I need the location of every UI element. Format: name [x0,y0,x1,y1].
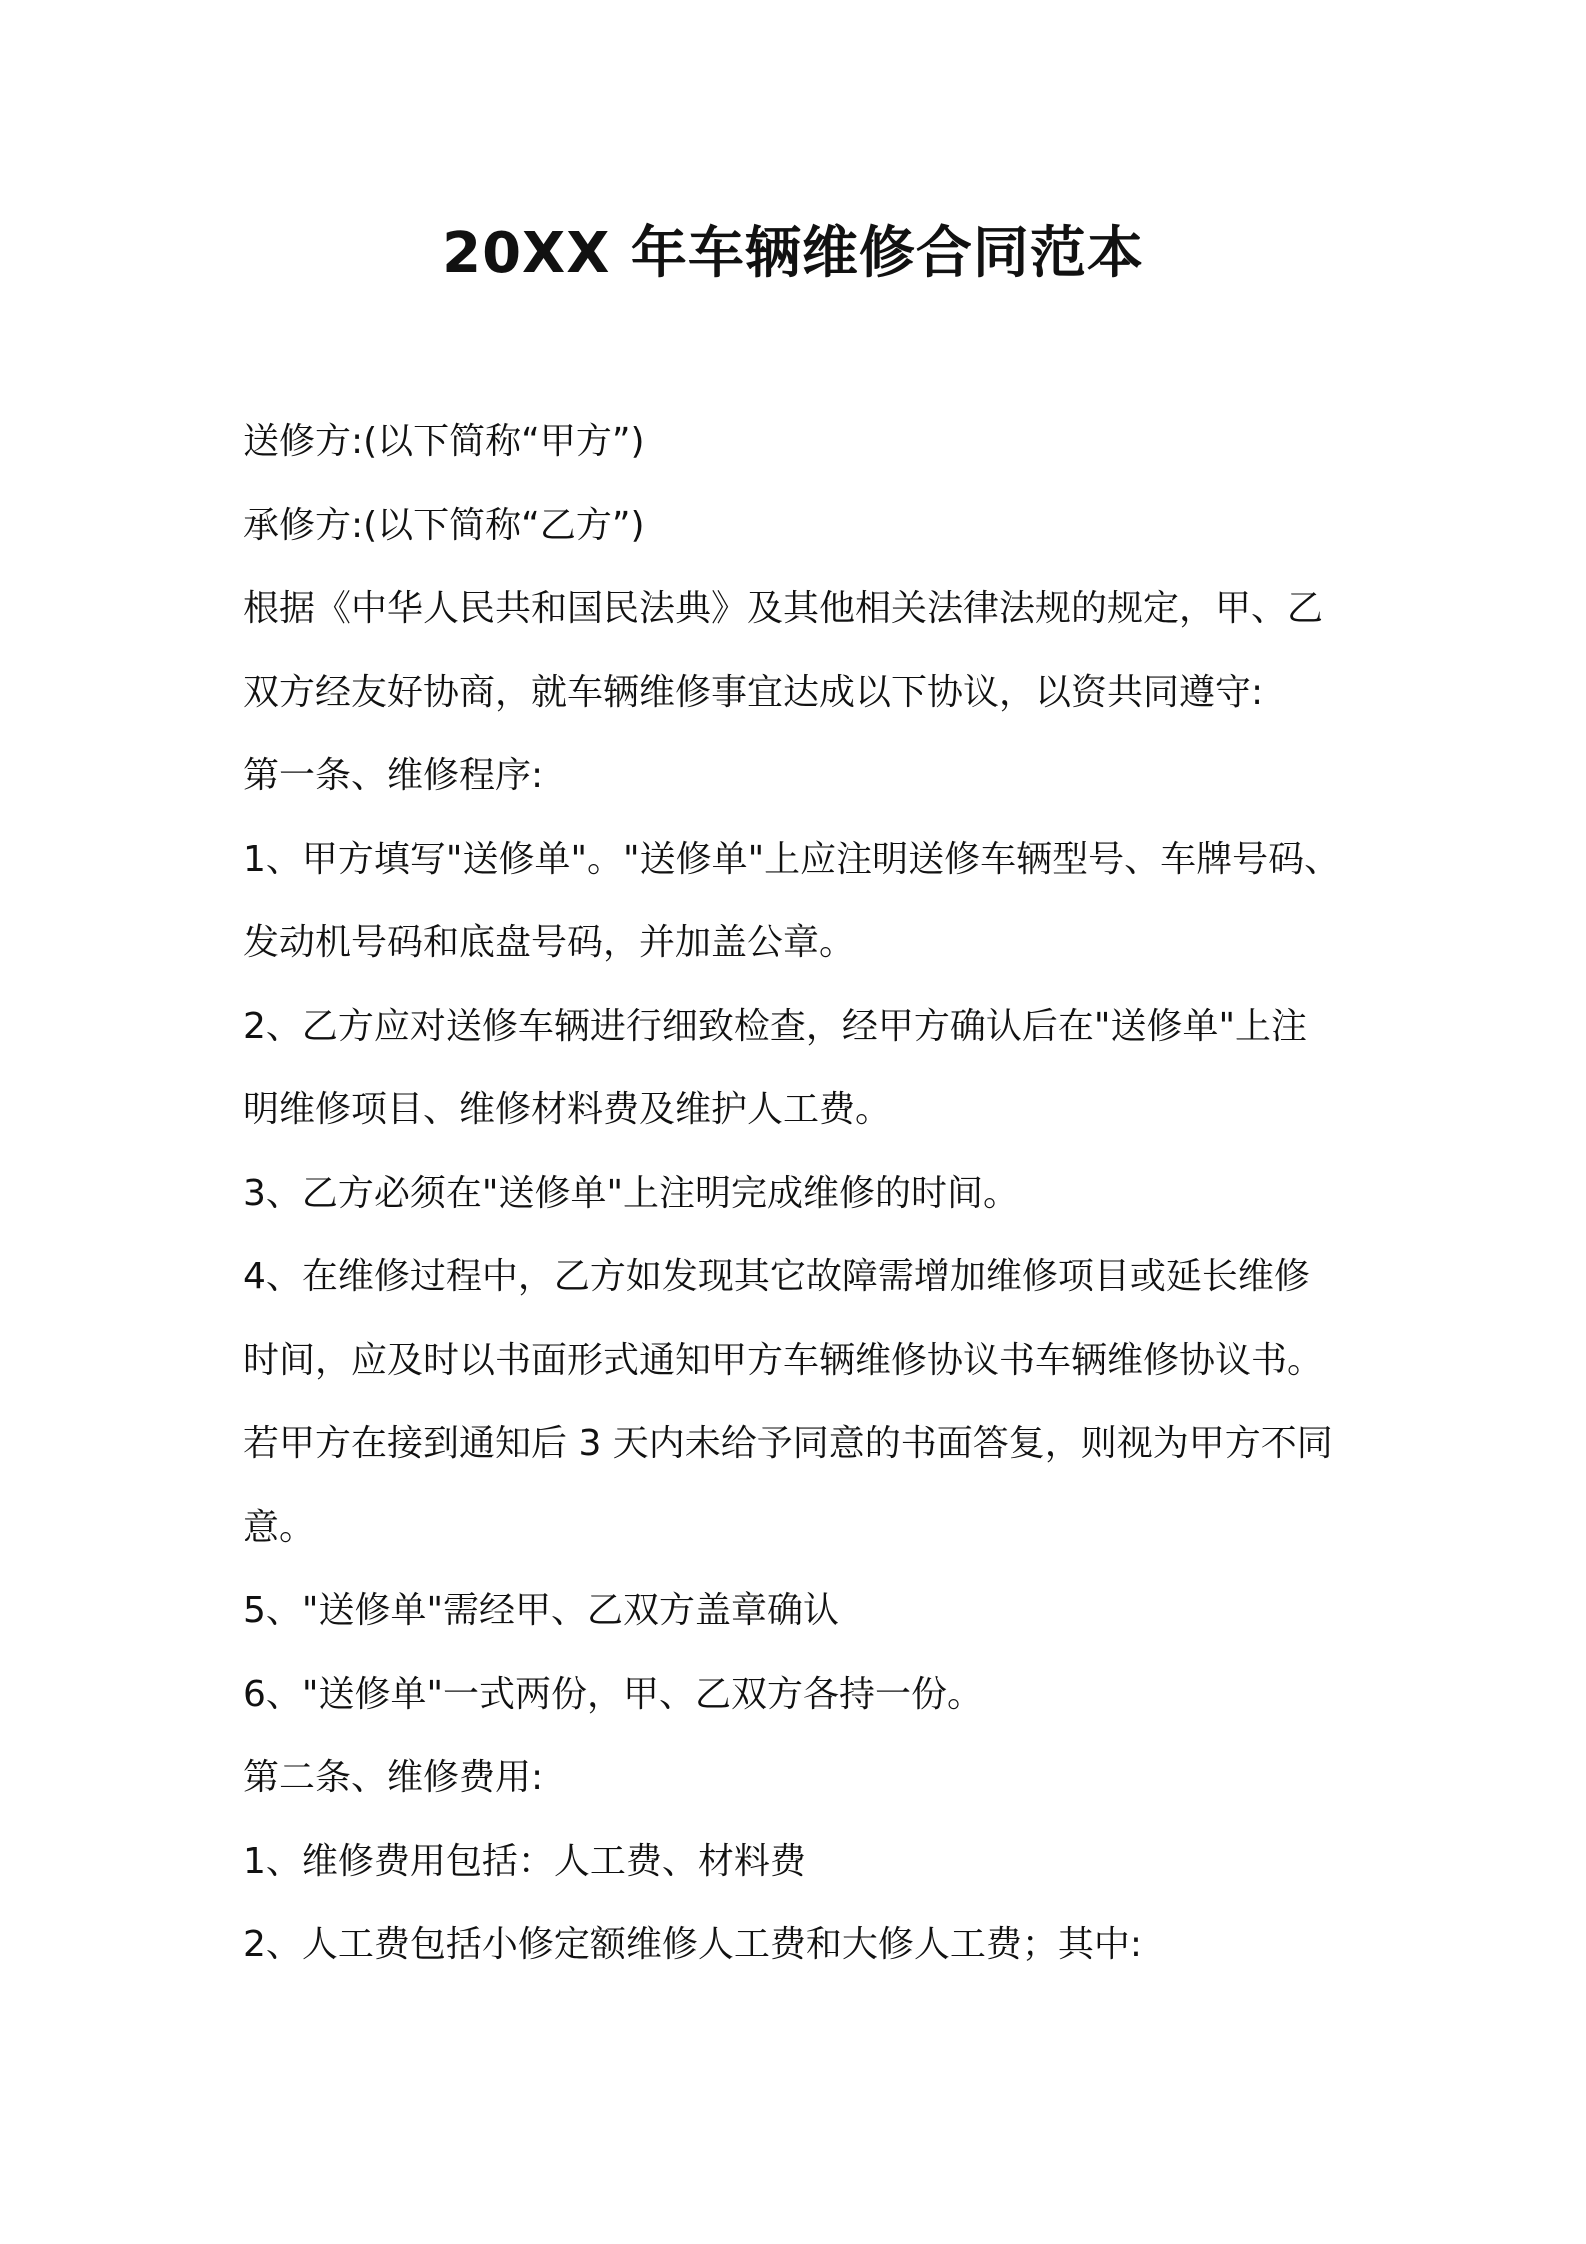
party-a-line: 送修方:(以下简称“甲方”) [243,421,645,462]
clause-1-2-line-1: 2、乙方应对送修车辆进行细致检查，经甲方确认后在"送修单"上注 [243,1005,1308,1047]
clause-1-4-line-4: 意。 [243,1506,316,1548]
clause-1-4-line-2: 时间，应及时以书面形式通知甲方车辆维修协议书车辆维修协议书。 [243,1339,1324,1381]
article-2-heading: 第二条、维修费用: [243,1757,544,1798]
document-title: 20XX 年车辆维修合同范本 [442,221,1144,286]
clause-1-1-line-1: 1、甲方填写"送修单"。"送修单"上应注明送修车辆型号、车牌号码、 [243,838,1341,880]
clause-1-1-line-2: 发动机号码和底盘号码，并加盖公章。 [243,922,856,963]
party-b-line: 承修方:(以下简称“乙方”) [243,504,645,546]
clause-1-3: 3、乙方必须在"送修单"上注明完成维修的时间。 [243,1172,1020,1214]
document-body [243,400,1363,1987]
clause-1-4-line-3: 若甲方在接到通知后 3 天内未给予同意的书面答复，则视为甲方不同 [243,1423,1333,1464]
preamble-line-1: 根据《中华人民共和国民法典》及其他相关法律法规的规定，甲、乙 [243,588,1324,629]
clause-2-2: 2、人工费包括小修定额维修人工费和大修人工费；其中: [243,1924,1143,1965]
clause-2-1: 1、维修费用包括：人工费、材料费 [243,1840,806,1882]
clause-1-2-line-2: 明维修项目、维修材料费及维护人工费。 [243,1089,892,1130]
preamble-line-2: 双方经友好协商，就车辆维修事宜达成以下协议，以资共同遵守: [243,671,1264,713]
clause-1-5: 5、"送修单"需经甲、乙双方盖章确认 [243,1590,840,1631]
article-1-heading: 第一条、维修程序: [243,755,544,796]
clause-1-4-line-1: 4、在维修过程中，乙方如发现其它故障需增加维修项目或延长维修 [243,1256,1310,1297]
clause-1-6: 6、"送修单"一式两份，甲、乙双方各持一份。 [243,1673,984,1715]
